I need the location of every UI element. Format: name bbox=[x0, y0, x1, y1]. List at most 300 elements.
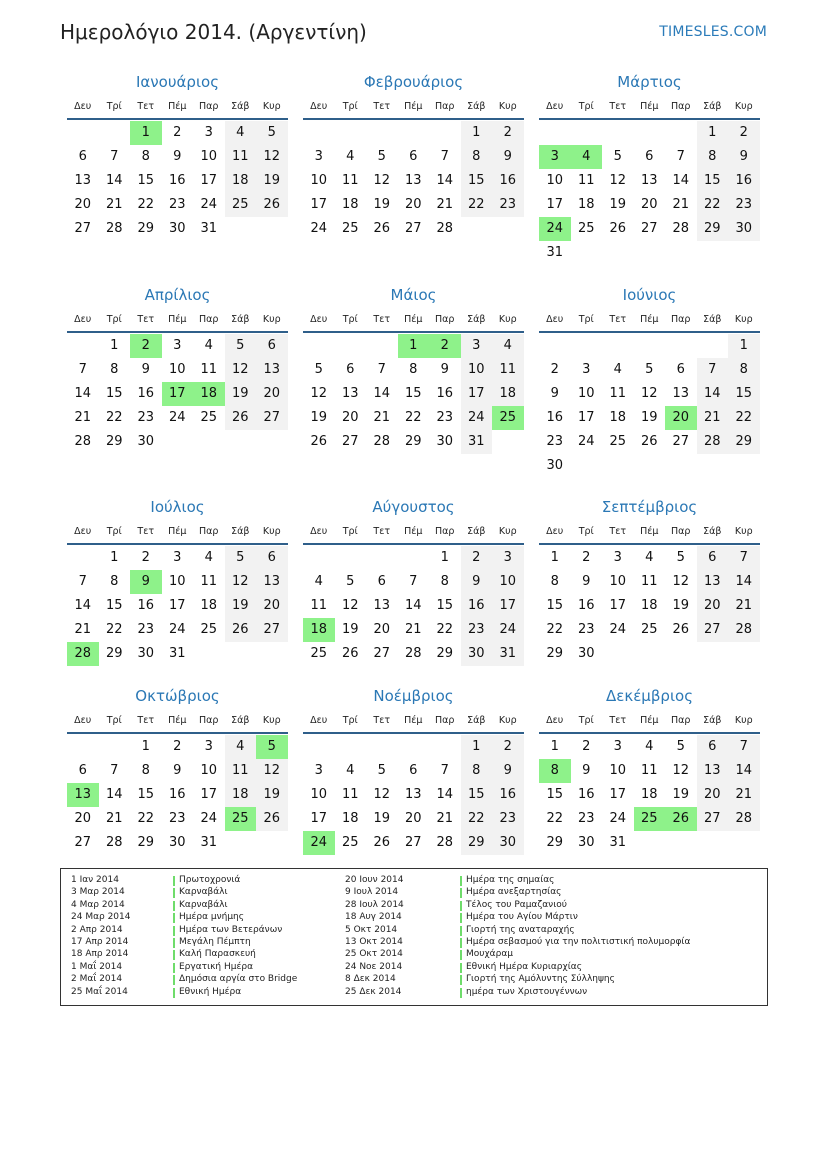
day-cell: 28 bbox=[436, 835, 454, 850]
day-cell: 8 bbox=[110, 362, 119, 377]
day-cell: 29 bbox=[404, 434, 422, 449]
legend-date: 17 Απρ 2014 bbox=[71, 937, 129, 947]
day-cell: 14 bbox=[735, 763, 753, 778]
day-cell: 14 bbox=[703, 386, 721, 401]
weekday-label: Τρί bbox=[578, 101, 594, 112]
day-cell: 26 bbox=[231, 622, 249, 637]
day-cell: 3 bbox=[472, 338, 481, 353]
day-cell: 16 bbox=[137, 598, 155, 613]
day-cell: 12 bbox=[231, 362, 249, 377]
day-cell: 28 bbox=[672, 221, 690, 236]
day-cell: 27 bbox=[672, 434, 690, 449]
day-cell: 5 bbox=[346, 574, 355, 589]
day-cell: 28 bbox=[735, 622, 753, 637]
header-divider bbox=[539, 118, 760, 120]
legend-date: 25 Οκτ 2014 bbox=[345, 949, 403, 960]
day-cell: 17 bbox=[577, 410, 595, 425]
day-cell: 18 bbox=[577, 197, 595, 212]
day-cell: 6 bbox=[267, 338, 276, 353]
day-cell: 29 bbox=[703, 221, 721, 236]
month-name: Μάρτιος bbox=[617, 73, 682, 91]
day-cell: 16 bbox=[499, 173, 517, 188]
day-cell: 16 bbox=[168, 787, 186, 802]
day-cell: 11 bbox=[341, 787, 359, 802]
day-cell: 2 bbox=[503, 739, 512, 754]
day-cell: 12 bbox=[263, 149, 281, 164]
holiday-day-cell: 4 bbox=[571, 145, 603, 169]
day-cell: 24 bbox=[168, 622, 186, 637]
day-grid bbox=[303, 546, 524, 690]
weekday-label: Κυρ bbox=[262, 314, 281, 325]
day-cell: 2 bbox=[141, 550, 150, 565]
weekday-label: Τρί bbox=[106, 314, 122, 325]
day-cell: 3 bbox=[314, 149, 323, 164]
day-cell: 3 bbox=[613, 550, 622, 565]
day-cell: 13 bbox=[703, 763, 721, 778]
day-cell: 8 bbox=[472, 149, 481, 164]
day-cell: 3 bbox=[503, 550, 512, 565]
day-cell: 24 bbox=[200, 197, 218, 212]
day-cell: 15 bbox=[404, 386, 422, 401]
day-cell: 7 bbox=[739, 550, 748, 565]
day-cell: 9 bbox=[141, 362, 150, 377]
day-cell: 5 bbox=[377, 763, 386, 778]
legend-date: 24 Νοε 2014 bbox=[345, 961, 403, 972]
day-cell: 2 bbox=[582, 739, 591, 754]
legend-holiday-name: Ημέρα των Βετεράνων bbox=[173, 925, 282, 935]
day-cell: 22 bbox=[105, 410, 123, 425]
day-cell: 5 bbox=[676, 739, 685, 754]
day-cell: 26 bbox=[672, 622, 690, 637]
day-cell: 10 bbox=[168, 574, 186, 589]
legend-date: 18 Αυγ 2014 bbox=[345, 912, 402, 923]
day-cell: 28 bbox=[74, 434, 92, 449]
day-cell: 20 bbox=[74, 197, 92, 212]
day-cell: 10 bbox=[168, 362, 186, 377]
day-cell: 3 bbox=[173, 338, 182, 353]
day-cell: 22 bbox=[137, 197, 155, 212]
day-cell: 10 bbox=[609, 763, 627, 778]
day-cell: 26 bbox=[263, 197, 281, 212]
day-cell: 17 bbox=[200, 787, 218, 802]
day-cell: 21 bbox=[735, 787, 753, 802]
day-cell: 20 bbox=[640, 197, 658, 212]
day-cell: 27 bbox=[404, 221, 422, 236]
month-name: Φεβρουάριος bbox=[363, 73, 464, 91]
day-cell: 11 bbox=[341, 173, 359, 188]
weekday-label: Κυρ bbox=[498, 314, 517, 325]
legend-date: 3 Μαρ 2014 bbox=[71, 887, 125, 898]
day-cell: 17 bbox=[609, 598, 627, 613]
day-cell: 19 bbox=[341, 622, 359, 637]
day-cell: 19 bbox=[231, 598, 249, 613]
day-cell: 4 bbox=[204, 338, 213, 353]
weekday-header bbox=[539, 526, 760, 540]
legend-date: 20 Ιουν 2014 bbox=[345, 875, 404, 885]
day-cell: 23 bbox=[436, 410, 454, 425]
day-cell: 11 bbox=[640, 763, 658, 778]
legend-holiday-name: Εθνική Ημέρα Κυριαρχίας bbox=[460, 962, 582, 972]
day-cell: 12 bbox=[231, 574, 249, 589]
day-cell: 25 bbox=[577, 221, 595, 236]
day-cell: 22 bbox=[467, 811, 485, 826]
day-cell: 21 bbox=[404, 622, 422, 637]
day-cell: 25 bbox=[231, 197, 249, 212]
day-cell: 1 bbox=[550, 739, 559, 754]
day-cell: 3 bbox=[204, 125, 213, 140]
holiday-day-cell: 18 bbox=[303, 618, 335, 642]
day-cell: 13 bbox=[341, 386, 359, 401]
legend-date: 8 Δεκ 2014 bbox=[345, 974, 396, 985]
weekday-header bbox=[67, 715, 288, 729]
weekday-label: Τρί bbox=[578, 526, 594, 537]
day-cell: 1 bbox=[708, 125, 717, 140]
day-cell: 31 bbox=[499, 646, 517, 661]
weekday-label: Πέμ bbox=[640, 526, 659, 537]
day-cell: 14 bbox=[436, 173, 454, 188]
holiday-day-cell: 2 bbox=[130, 334, 162, 358]
day-cell: 27 bbox=[703, 811, 721, 826]
day-cell: 7 bbox=[440, 763, 449, 778]
day-cell: 1 bbox=[110, 338, 119, 353]
page-title: Ημερολόγιο 2014. (Αργεντίνη) bbox=[60, 20, 367, 44]
day-cell: 20 bbox=[341, 410, 359, 425]
weekday-label: Κυρ bbox=[734, 715, 753, 726]
day-grid bbox=[303, 735, 524, 879]
day-cell: 8 bbox=[472, 763, 481, 778]
legend-date: 4 Μαρ 2014 bbox=[71, 899, 125, 910]
day-cell: 22 bbox=[703, 197, 721, 212]
day-cell: 7 bbox=[78, 362, 87, 377]
legend-holiday-name: Εργατική Ημέρα bbox=[173, 962, 253, 972]
day-cell: 25 bbox=[609, 434, 627, 449]
day-cell: 23 bbox=[735, 197, 753, 212]
day-cell: 21 bbox=[74, 410, 92, 425]
day-cell: 23 bbox=[168, 811, 186, 826]
day-cell: 30 bbox=[577, 646, 595, 661]
day-cell: 6 bbox=[645, 149, 654, 164]
legend-holiday-name: Καρναβάλι bbox=[173, 900, 228, 910]
weekday-label: Δευ bbox=[310, 314, 328, 325]
day-cell: 30 bbox=[436, 434, 454, 449]
day-cell: 6 bbox=[78, 763, 87, 778]
day-cell: 2 bbox=[503, 125, 512, 140]
weekday-label: Τετ bbox=[609, 101, 627, 112]
day-cell: 18 bbox=[231, 787, 249, 802]
day-cell: 7 bbox=[110, 149, 119, 164]
day-cell: 14 bbox=[735, 574, 753, 589]
day-cell: 27 bbox=[263, 622, 281, 637]
weekday-label: Κυρ bbox=[734, 314, 753, 325]
day-cell: 13 bbox=[404, 787, 422, 802]
day-cell: 29 bbox=[137, 835, 155, 850]
weekday-label: Παρ bbox=[435, 314, 455, 325]
month-name: Ιανουάριος bbox=[135, 73, 219, 91]
day-cell: 9 bbox=[582, 574, 591, 589]
day-cell: 16 bbox=[137, 386, 155, 401]
day-cell: 5 bbox=[314, 362, 323, 377]
day-cell: 21 bbox=[672, 197, 690, 212]
header-divider bbox=[67, 732, 288, 734]
day-cell: 6 bbox=[676, 362, 685, 377]
day-cell: 24 bbox=[467, 410, 485, 425]
holiday-day-cell: 25 bbox=[634, 807, 666, 831]
weekday-label: Παρ bbox=[199, 526, 219, 537]
weekday-label: Σάβ bbox=[703, 101, 722, 112]
day-cell: 9 bbox=[582, 763, 591, 778]
day-cell: 1 bbox=[141, 739, 150, 754]
day-grid bbox=[303, 334, 524, 478]
day-cell: 1 bbox=[550, 550, 559, 565]
day-cell: 26 bbox=[341, 646, 359, 661]
day-cell: 10 bbox=[200, 149, 218, 164]
weekday-header bbox=[303, 101, 524, 115]
day-cell: 27 bbox=[74, 221, 92, 236]
legend-date: 24 Μαρ 2014 bbox=[71, 912, 131, 923]
weekday-label: Κυρ bbox=[262, 101, 281, 112]
day-cell: 24 bbox=[609, 622, 627, 637]
legend-date: 25 Μαΐ 2014 bbox=[71, 986, 128, 997]
day-cell: 26 bbox=[640, 434, 658, 449]
day-cell: 18 bbox=[200, 598, 218, 613]
day-cell: 14 bbox=[373, 386, 391, 401]
day-cell: 2 bbox=[173, 739, 182, 754]
header-divider bbox=[539, 732, 760, 734]
weekday-label: Τρί bbox=[106, 101, 122, 112]
month-name: Οκτώβριος bbox=[135, 687, 220, 705]
day-cell: 25 bbox=[341, 221, 359, 236]
day-cell: 15 bbox=[105, 598, 123, 613]
month-name: Δεκέμβριος bbox=[605, 687, 693, 705]
weekday-label: Παρ bbox=[435, 715, 455, 726]
day-cell: 24 bbox=[310, 221, 328, 236]
day-cell: 30 bbox=[546, 458, 564, 473]
day-cell: 7 bbox=[676, 149, 685, 164]
day-cell: 19 bbox=[609, 197, 627, 212]
day-cell: 14 bbox=[105, 787, 123, 802]
day-cell: 15 bbox=[137, 173, 155, 188]
day-cell: 1 bbox=[440, 550, 449, 565]
day-cell: 21 bbox=[436, 197, 454, 212]
day-cell: 12 bbox=[263, 763, 281, 778]
day-cell: 23 bbox=[168, 197, 186, 212]
day-cell: 28 bbox=[735, 811, 753, 826]
day-cell: 18 bbox=[499, 386, 517, 401]
day-cell: 27 bbox=[703, 622, 721, 637]
day-cell: 5 bbox=[267, 125, 276, 140]
day-cell: 21 bbox=[105, 811, 123, 826]
weekday-label: Κυρ bbox=[262, 715, 281, 726]
day-cell: 22 bbox=[546, 622, 564, 637]
weekday-label: Δευ bbox=[74, 101, 92, 112]
day-cell: 19 bbox=[672, 787, 690, 802]
weekday-label: Κυρ bbox=[262, 526, 281, 537]
day-cell: 15 bbox=[703, 173, 721, 188]
weekday-label: Τετ bbox=[373, 101, 391, 112]
day-cell: 29 bbox=[105, 434, 123, 449]
weekday-label: Τετ bbox=[373, 526, 391, 537]
weekday-label: Τρί bbox=[106, 526, 122, 537]
day-cell: 24 bbox=[577, 434, 595, 449]
day-cell: 10 bbox=[577, 386, 595, 401]
holiday-day-cell: 26 bbox=[665, 807, 697, 831]
day-cell: 29 bbox=[735, 434, 753, 449]
legend-holiday-name: Ημέρα σεβασμού για την πολιτιστική πολυμορφία bbox=[460, 937, 690, 947]
day-cell: 20 bbox=[404, 811, 422, 826]
weekday-label: Πέμ bbox=[404, 314, 423, 325]
weekday-label: Παρ bbox=[435, 526, 455, 537]
day-cell: 17 bbox=[310, 197, 328, 212]
weekday-label: Δευ bbox=[546, 715, 564, 726]
day-cell: 6 bbox=[346, 362, 355, 377]
day-cell: 12 bbox=[640, 386, 658, 401]
weekday-label: Τρί bbox=[342, 101, 358, 112]
day-cell: 31 bbox=[168, 646, 186, 661]
weekday-label: Σάβ bbox=[231, 314, 250, 325]
weekday-label: Παρ bbox=[199, 715, 219, 726]
day-cell: 10 bbox=[200, 763, 218, 778]
day-cell: 13 bbox=[672, 386, 690, 401]
day-cell: 23 bbox=[499, 197, 517, 212]
legend-date: 2 Απρ 2014 bbox=[71, 924, 123, 935]
day-cell: 2 bbox=[582, 550, 591, 565]
day-cell: 10 bbox=[609, 574, 627, 589]
day-cell: 29 bbox=[467, 835, 485, 850]
weekday-label: Πέμ bbox=[168, 314, 187, 325]
day-cell: 6 bbox=[78, 149, 87, 164]
day-cell: 27 bbox=[373, 646, 391, 661]
weekday-label: Πέμ bbox=[640, 101, 659, 112]
legend-holiday-name: Ημέρα μνήμης bbox=[173, 912, 244, 922]
day-cell: 8 bbox=[708, 149, 717, 164]
weekday-header bbox=[303, 715, 524, 729]
day-cell: 6 bbox=[708, 739, 717, 754]
weekday-label: Τετ bbox=[137, 314, 155, 325]
day-cell: 12 bbox=[609, 173, 627, 188]
weekday-label: Τετ bbox=[373, 715, 391, 726]
weekday-label: Κυρ bbox=[734, 101, 753, 112]
legend-holiday-name: Γιορτή της αναταραχής bbox=[460, 925, 575, 935]
weekday-label: Πέμ bbox=[404, 101, 423, 112]
day-cell: 8 bbox=[440, 574, 449, 589]
legend-holiday-name: Γιορτή της Αμόλυντης Σύλληψης bbox=[460, 974, 615, 984]
day-cell: 26 bbox=[310, 434, 328, 449]
day-cell: 5 bbox=[676, 550, 685, 565]
day-cell: 21 bbox=[373, 410, 391, 425]
day-cell: 13 bbox=[263, 362, 281, 377]
day-cell: 18 bbox=[640, 598, 658, 613]
month-name: Μάιος bbox=[390, 286, 437, 304]
day-cell: 21 bbox=[703, 410, 721, 425]
day-cell: 14 bbox=[436, 787, 454, 802]
legend-holiday-name: Ημέρα της σημαίας bbox=[460, 875, 554, 885]
day-cell: 4 bbox=[503, 338, 512, 353]
day-cell: 16 bbox=[577, 598, 595, 613]
day-cell: 8 bbox=[550, 574, 559, 589]
day-cell: 13 bbox=[263, 574, 281, 589]
day-cell: 27 bbox=[404, 835, 422, 850]
legend-holiday-name: Καλή Παρασκευή bbox=[173, 949, 256, 959]
day-cell: 23 bbox=[546, 434, 564, 449]
day-cell: 25 bbox=[640, 622, 658, 637]
day-cell: 5 bbox=[377, 149, 386, 164]
legend-date: 28 Ιουλ 2014 bbox=[345, 899, 404, 910]
day-grid bbox=[67, 121, 288, 265]
day-cell: 10 bbox=[499, 574, 517, 589]
day-cell: 16 bbox=[168, 173, 186, 188]
day-cell: 16 bbox=[467, 598, 485, 613]
day-cell: 6 bbox=[377, 574, 386, 589]
day-grid bbox=[539, 334, 760, 478]
month-name: Ιούλιος bbox=[150, 498, 205, 516]
day-cell: 16 bbox=[499, 787, 517, 802]
legend-date: 2 Μαΐ 2014 bbox=[71, 974, 123, 985]
day-cell: 30 bbox=[137, 434, 155, 449]
day-cell: 5 bbox=[236, 338, 245, 353]
day-cell: 13 bbox=[640, 173, 658, 188]
day-cell: 14 bbox=[105, 173, 123, 188]
day-grid bbox=[539, 121, 760, 265]
day-cell: 11 bbox=[231, 149, 249, 164]
day-cell: 24 bbox=[499, 622, 517, 637]
day-cell: 15 bbox=[105, 386, 123, 401]
day-cell: 22 bbox=[105, 622, 123, 637]
weekday-label: Παρ bbox=[671, 526, 691, 537]
day-cell: 4 bbox=[613, 362, 622, 377]
header-divider bbox=[303, 732, 524, 734]
day-cell: 2 bbox=[472, 550, 481, 565]
day-cell: 22 bbox=[436, 622, 454, 637]
day-cell: 25 bbox=[341, 835, 359, 850]
weekday-label: Πέμ bbox=[168, 101, 187, 112]
holiday-day-cell: 8 bbox=[539, 759, 571, 783]
legend-holiday-name: Ημέρα ανεξαρτησίας bbox=[460, 887, 561, 897]
weekday-label: Σάβ bbox=[703, 715, 722, 726]
day-grid bbox=[539, 735, 760, 879]
day-cell: 8 bbox=[110, 574, 119, 589]
day-grid bbox=[67, 334, 288, 478]
day-cell: 19 bbox=[640, 410, 658, 425]
month-name: Ιούνιος bbox=[622, 286, 677, 304]
day-cell: 23 bbox=[467, 622, 485, 637]
holiday-day-cell: 9 bbox=[130, 570, 162, 594]
brand-link[interactable]: TIMESLES.COM bbox=[659, 24, 767, 40]
day-cell: 11 bbox=[499, 362, 517, 377]
weekday-header bbox=[303, 314, 524, 328]
day-cell: 2 bbox=[739, 125, 748, 140]
day-cell: 11 bbox=[200, 362, 218, 377]
day-cell: 20 bbox=[263, 386, 281, 401]
day-cell: 28 bbox=[105, 835, 123, 850]
day-cell: 20 bbox=[74, 811, 92, 826]
weekday-label: Τρί bbox=[578, 314, 594, 325]
day-cell: 27 bbox=[640, 221, 658, 236]
weekday-label: Δευ bbox=[310, 101, 328, 112]
legend-holiday-name: Ημέρα του Αγίου Μάρτιν bbox=[460, 912, 578, 922]
day-cell: 12 bbox=[672, 574, 690, 589]
day-cell: 2 bbox=[550, 362, 559, 377]
weekday-label: Τρί bbox=[342, 526, 358, 537]
day-cell: 9 bbox=[440, 362, 449, 377]
weekday-label: Δευ bbox=[74, 715, 92, 726]
day-cell: 4 bbox=[645, 739, 654, 754]
day-cell: 3 bbox=[613, 739, 622, 754]
weekday-label: Παρ bbox=[671, 101, 691, 112]
day-cell: 24 bbox=[200, 811, 218, 826]
day-cell: 31 bbox=[609, 835, 627, 850]
weekday-label: Σάβ bbox=[703, 526, 722, 537]
day-cell: 30 bbox=[499, 835, 517, 850]
